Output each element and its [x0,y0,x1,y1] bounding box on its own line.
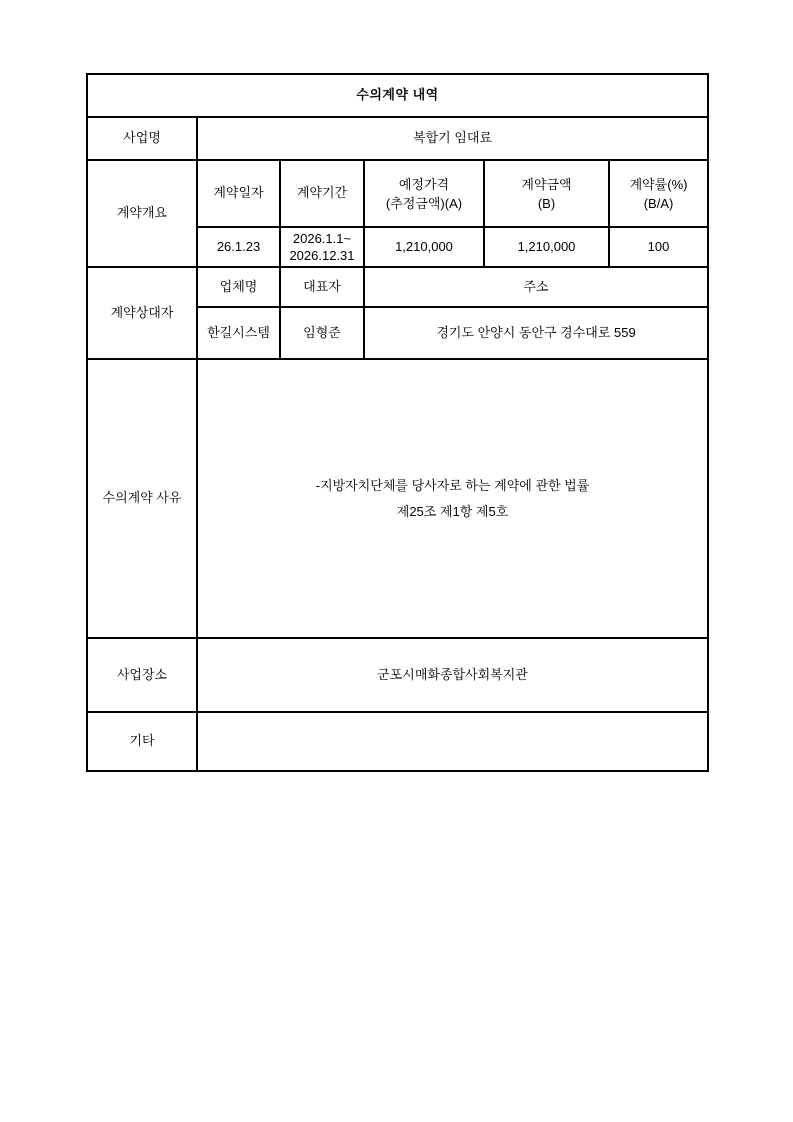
estimated-price-header [364,160,484,227]
contract-reason-value-line1: -지방자치단체를 당사자로 하는 계약에 관한 법률 [315,477,590,493]
contract-period-header: 계약기간 [280,160,364,227]
contract-amount-header-line1: 계약금액 [521,176,572,192]
representative-value: 임형준 [280,307,364,359]
address-header: 주소 [364,267,708,307]
contract-period-value [280,227,364,267]
business-location-row [87,638,708,712]
etc-row [87,712,708,771]
company-name-value: 한길시스템 [197,307,280,359]
contract-period-value-line2: 2026.12.31 [289,248,355,263]
contract-rate-header-line2: (B/A) [643,195,674,211]
contract-overview-header-row [87,160,708,227]
business-location-label: 사업장소 [87,638,197,712]
private-contract-table [86,73,709,772]
contract-reason-value-line2: 제25조 제1항 제5호 [396,503,509,519]
contract-amount-header [484,160,609,227]
document-title: 수의계약 내역 [87,74,708,117]
title-row [87,74,708,117]
contract-date-header: 계약일자 [197,160,280,227]
representative-header: 대표자 [280,267,364,307]
business-name-label: 사업명 [87,117,197,160]
contract-party-label: 계약상대자 [87,267,197,359]
contract-period-value-line1: 2026.1.1~ [292,231,352,246]
contract-reason-row [87,359,708,638]
company-name-header: 업체명 [197,267,280,307]
contract-amount-value: 1,210,000 [484,227,609,267]
contract-overview-label: 계약개요 [87,160,197,267]
business-location-value: 군포시매화종합사회복지관 [197,638,708,712]
estimated-price-header-line2: (추정금액)(A) [385,195,463,211]
contract-reason-value [197,359,708,638]
contract-amount-header-line2: (B) [537,195,556,211]
contract-date-value: 26.1.23 [197,227,280,267]
contract-party-header-row [87,267,708,307]
business-name-value: 복합기 임대료 [197,117,708,160]
contract-rate-value: 100 [609,227,708,267]
estimated-price-value: 1,210,000 [364,227,484,267]
contract-reason-label: 수의계약 사유 [87,359,197,638]
business-name-row [87,117,708,160]
etc-value [197,712,708,771]
etc-label: 기타 [87,712,197,771]
contract-rate-header [609,160,708,227]
address-value: 경기도 안양시 동안구 경수대로 559 [364,307,708,359]
estimated-price-header-line1: 예정가격 [398,176,450,192]
contract-rate-header-line1: 계약률(%) [629,176,688,192]
